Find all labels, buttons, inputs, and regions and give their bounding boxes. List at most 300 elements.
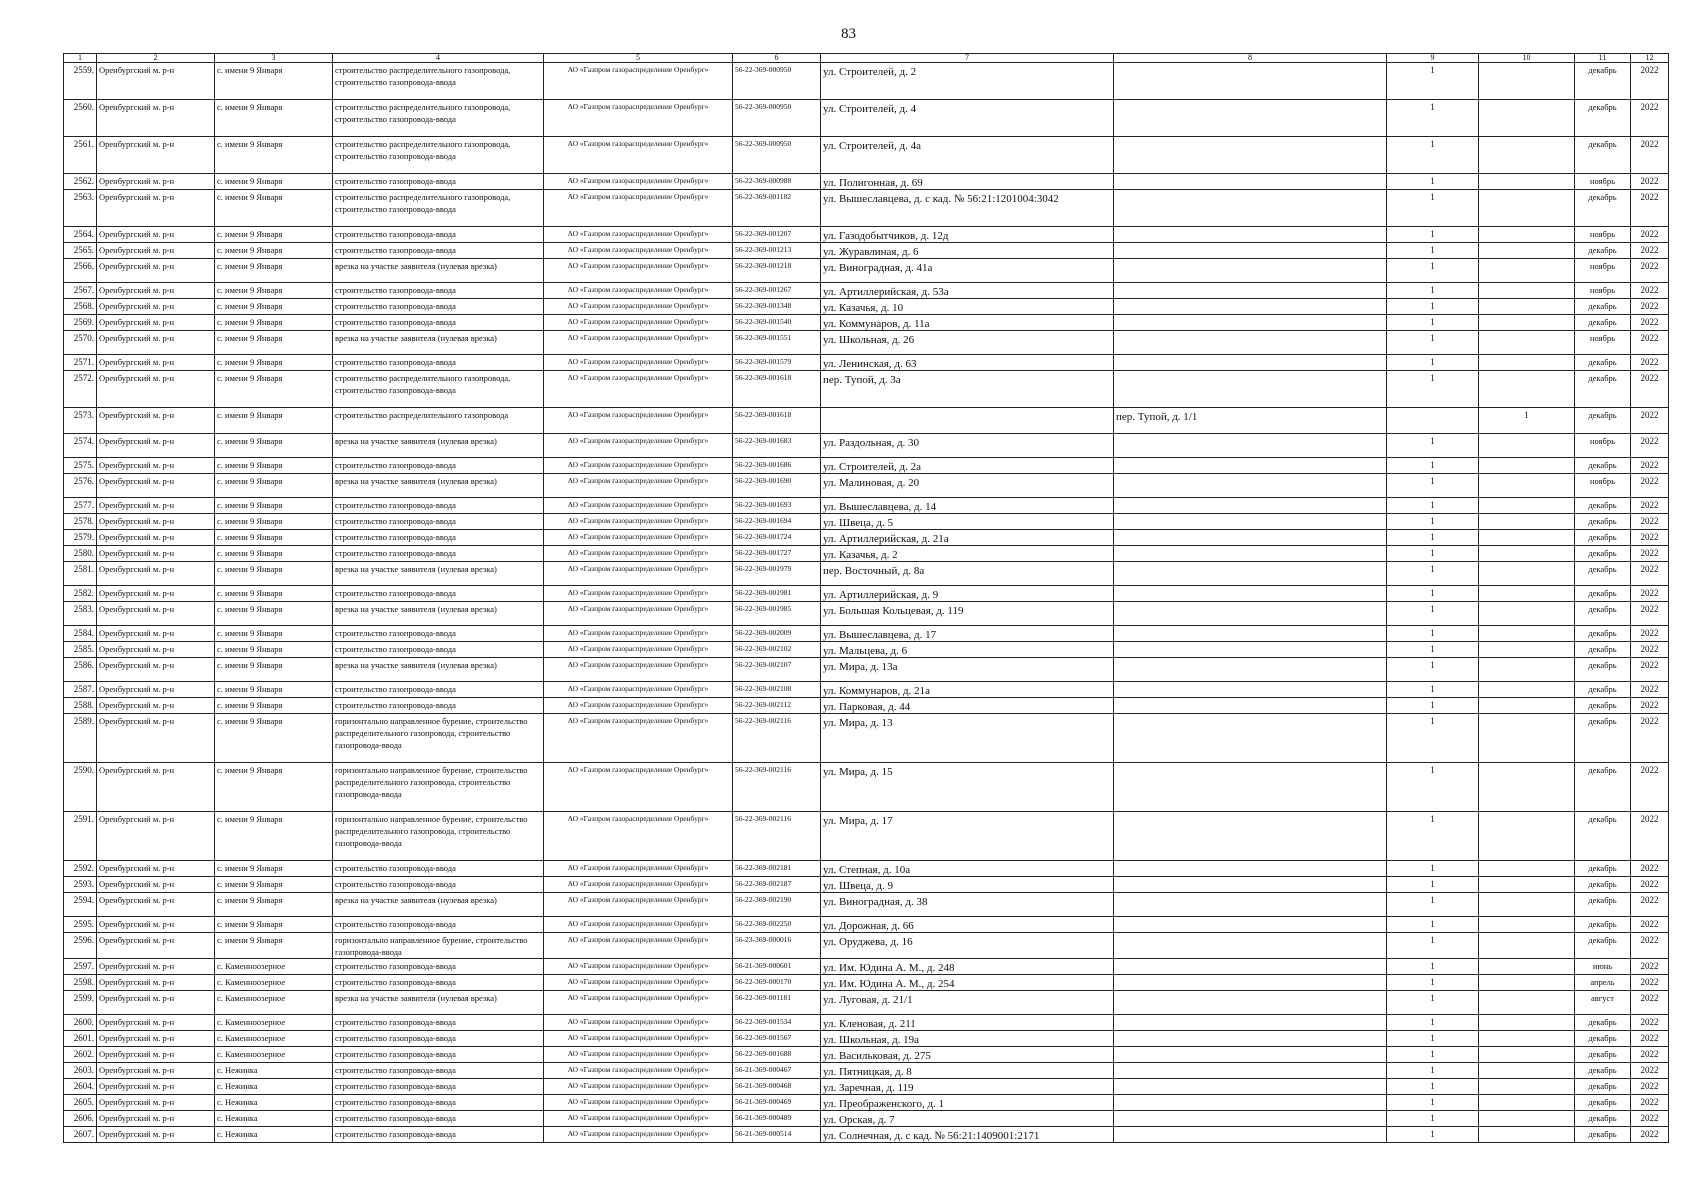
organization-cell: АО «Газпром газораспределение Оренбург» [544, 283, 733, 299]
work-type-cell: строительство распределительного газопровода, строительство газопровода-ввода [333, 190, 544, 227]
work-type-cell: врезка на участке заявителя (нулевая врезка) [333, 331, 544, 355]
table-row [64, 408, 1669, 434]
year-cell: 2022 [1631, 530, 1669, 546]
address-cell: ул. Кленовая, д. 211 [821, 1015, 1114, 1031]
count-cell: 1 [1387, 1095, 1479, 1111]
application-code-cell: 56-22-369-002108 [733, 682, 821, 698]
district-cell: Оренбургский м. р-н [97, 1015, 215, 1031]
month-cell: декабрь [1575, 893, 1631, 917]
count-alt-cell [1479, 434, 1575, 458]
settlement-cell: с. Каменноозерное [215, 1015, 333, 1031]
settlement-cell: с. имени 9 Января [215, 714, 333, 763]
application-code-cell: 56-22-369-000950 [733, 63, 821, 100]
table-row [64, 174, 1669, 190]
year-cell: 2022 [1631, 174, 1669, 190]
address-cell: ул. Оруджева, д. 16 [821, 933, 1114, 959]
count-cell: 1 [1387, 434, 1479, 458]
organization-cell: АО «Газпром газораспределение Оренбург» [544, 586, 733, 602]
count-alt-cell [1479, 975, 1575, 991]
month-cell: ноябрь [1575, 434, 1631, 458]
work-type-cell: врезка на участке заявителя (нулевая врезка) [333, 562, 544, 586]
district-cell: Оренбургский м. р-н [97, 137, 215, 174]
table-row [64, 299, 1669, 315]
address-cell: ул. Пятницкая, д. 8 [821, 1063, 1114, 1079]
application-code-cell: 56-22-369-002116 [733, 714, 821, 763]
row-number: 2562. [64, 174, 97, 190]
organization-cell: АО «Газпром газораспределение Оренбург» [544, 763, 733, 812]
table-row [64, 812, 1669, 861]
organization-cell: АО «Газпром газораспределение Оренбург» [544, 530, 733, 546]
settlement-cell: с. Нежинка [215, 1127, 333, 1143]
application-code-cell: 56-21-369-000601 [733, 959, 821, 975]
work-type-cell: строительство газопровода-ввода [333, 283, 544, 299]
address-cell: ул. Артиллерийская, д. 53а [821, 283, 1114, 299]
row-number: 2584. [64, 626, 97, 642]
address-alt-cell [1114, 861, 1387, 877]
address-alt-cell [1114, 698, 1387, 714]
work-type-cell: врезка на участке заявителя (нулевая врезка) [333, 259, 544, 283]
application-code-cell: 56-22-369-001267 [733, 283, 821, 299]
year-cell: 2022 [1631, 1095, 1669, 1111]
work-type-cell: врезка на участке заявителя (нулевая врезка) [333, 991, 544, 1015]
count-cell: 1 [1387, 174, 1479, 190]
address-alt-cell [1114, 1015, 1387, 1031]
address-alt-cell [1114, 1047, 1387, 1063]
organization-cell: АО «Газпром газораспределение Оренбург» [544, 658, 733, 682]
month-cell: август [1575, 991, 1631, 1015]
district-cell: Оренбургский м. р-н [97, 959, 215, 975]
count-alt-cell [1479, 586, 1575, 602]
count-alt-cell [1479, 1095, 1575, 1111]
organization-cell: АО «Газпром газораспределение Оренбург» [544, 174, 733, 190]
year-cell: 2022 [1631, 259, 1669, 283]
count-cell: 1 [1387, 658, 1479, 682]
address-cell: ул. Парковая, д. 44 [821, 698, 1114, 714]
year-cell: 2022 [1631, 283, 1669, 299]
column-number: 1 [64, 54, 97, 63]
row-number: 2605. [64, 1095, 97, 1111]
settlement-cell: с. имени 9 Января [215, 371, 333, 408]
organization-cell: АО «Газпром газораспределение Оренбург» [544, 474, 733, 498]
work-type-cell: врезка на участке заявителя (нулевая врезка) [333, 434, 544, 458]
row-number: 2565. [64, 243, 97, 259]
application-code-cell: 56-23-369-000016 [733, 933, 821, 959]
year-cell: 2022 [1631, 190, 1669, 227]
district-cell: Оренбургский м. р-н [97, 283, 215, 299]
address-cell: ул. Коммунаров, д. 21а [821, 682, 1114, 698]
month-cell: декабрь [1575, 763, 1631, 812]
month-cell: декабрь [1575, 714, 1631, 763]
district-cell: Оренбургский м. р-н [97, 698, 215, 714]
count-cell: 1 [1387, 283, 1479, 299]
work-type-cell: строительство газопровода-ввода [333, 498, 544, 514]
count-cell: 1 [1387, 137, 1479, 174]
month-cell: ноябрь [1575, 227, 1631, 243]
address-cell: ул. Мира, д. 13 [821, 714, 1114, 763]
organization-cell: АО «Газпром газораспределение Оренбург» [544, 1111, 733, 1127]
table-row [64, 1047, 1669, 1063]
count-alt-cell [1479, 877, 1575, 893]
count-cell: 1 [1387, 315, 1479, 331]
application-code-cell: 56-22-369-001686 [733, 458, 821, 474]
address-alt-cell [1114, 626, 1387, 642]
address-alt-cell [1114, 371, 1387, 408]
settlement-cell: с. имени 9 Января [215, 602, 333, 626]
settlement-cell: с. имени 9 Января [215, 530, 333, 546]
work-type-cell: врезка на участке заявителя (нулевая врезка) [333, 658, 544, 682]
organization-cell: АО «Газпром газораспределение Оренбург» [544, 682, 733, 698]
row-number: 2580. [64, 546, 97, 562]
column-number-row [64, 54, 1669, 63]
column-number: 9 [1387, 54, 1479, 63]
address-cell: ул. Вышеславцева, д. 14 [821, 498, 1114, 514]
settlement-cell: с. имени 9 Января [215, 658, 333, 682]
table-row [64, 991, 1669, 1015]
month-cell: декабрь [1575, 137, 1631, 174]
row-number: 2600. [64, 1015, 97, 1031]
work-type-cell: строительство газопровода-ввода [333, 227, 544, 243]
count-cell: 1 [1387, 1127, 1479, 1143]
work-type-cell: врезка на участке заявителя (нулевая врезка) [333, 602, 544, 626]
address-alt-cell [1114, 100, 1387, 137]
row-number: 2566. [64, 259, 97, 283]
year-cell: 2022 [1631, 498, 1669, 514]
row-number: 2587. [64, 682, 97, 698]
district-cell: Оренбургский м. р-н [97, 1095, 215, 1111]
application-code-cell: 56-22-369-000988 [733, 174, 821, 190]
year-cell: 2022 [1631, 917, 1669, 933]
table-row [64, 658, 1669, 682]
row-number: 2578. [64, 514, 97, 530]
address-cell: ул. Строителей, д. 2 [821, 63, 1114, 100]
column-number: 2 [97, 54, 215, 63]
count-alt-cell: 1 [1479, 408, 1575, 434]
month-cell: ноябрь [1575, 283, 1631, 299]
work-type-cell: горизонтально направленное бурение, строительство распределительного газопровода, строительство газопровода-ввода [333, 812, 544, 861]
count-cell: 1 [1387, 812, 1479, 861]
count-alt-cell [1479, 315, 1575, 331]
month-cell: декабрь [1575, 698, 1631, 714]
district-cell: Оренбургский м. р-н [97, 991, 215, 1015]
count-alt-cell [1479, 714, 1575, 763]
table-row [64, 861, 1669, 877]
year-cell: 2022 [1631, 812, 1669, 861]
column-number: 7 [821, 54, 1114, 63]
table-row [64, 602, 1669, 626]
table-row [64, 1015, 1669, 1031]
row-number: 2560. [64, 100, 97, 137]
address-cell: ул. Им. Юдина А. М., д. 248 [821, 959, 1114, 975]
table-row [64, 63, 1669, 100]
address-alt-cell [1114, 917, 1387, 933]
month-cell: декабрь [1575, 408, 1631, 434]
address-cell: ул. Вышеславцева, д. 17 [821, 626, 1114, 642]
district-cell: Оренбургский м. р-н [97, 714, 215, 763]
year-cell: 2022 [1631, 642, 1669, 658]
work-type-cell: строительство распределительного газопровода, строительство газопровода-ввода [333, 371, 544, 408]
row-number: 2604. [64, 1079, 97, 1095]
work-type-cell: строительство газопровода-ввода [333, 243, 544, 259]
month-cell: декабрь [1575, 586, 1631, 602]
district-cell: Оренбургский м. р-н [97, 434, 215, 458]
district-cell: Оренбургский м. р-н [97, 812, 215, 861]
table-row [64, 1031, 1669, 1047]
count-cell: 1 [1387, 861, 1479, 877]
district-cell: Оренбургский м. р-н [97, 408, 215, 434]
organization-cell: АО «Газпром газораспределение Оренбург» [544, 893, 733, 917]
row-number: 2582. [64, 586, 97, 602]
settlement-cell: с. имени 9 Января [215, 861, 333, 877]
address-alt-cell [1114, 714, 1387, 763]
address-cell: пер. Тупой, д. 3а [821, 371, 1114, 408]
count-cell: 1 [1387, 975, 1479, 991]
row-number: 2573. [64, 408, 97, 434]
settlement-cell: с. имени 9 Января [215, 812, 333, 861]
address-alt-cell [1114, 658, 1387, 682]
address-alt-cell [1114, 259, 1387, 283]
table-row [64, 227, 1669, 243]
count-cell: 1 [1387, 227, 1479, 243]
application-code-cell: 56-21-369-000489 [733, 1111, 821, 1127]
count-alt-cell [1479, 602, 1575, 626]
row-number: 2568. [64, 299, 97, 315]
row-number: 2595. [64, 917, 97, 933]
work-type-cell: врезка на участке заявителя (нулевая врезка) [333, 474, 544, 498]
address-cell: ул. Газодобытчиков, д. 12д [821, 227, 1114, 243]
count-cell: 1 [1387, 243, 1479, 259]
month-cell: декабрь [1575, 642, 1631, 658]
settlement-cell: с. имени 9 Января [215, 283, 333, 299]
table-row [64, 259, 1669, 283]
month-cell: декабрь [1575, 243, 1631, 259]
row-number: 2590. [64, 763, 97, 812]
table-row [64, 474, 1669, 498]
address-cell: ул. Мира, д. 17 [821, 812, 1114, 861]
table-row [64, 1127, 1669, 1143]
table-row [64, 586, 1669, 602]
row-number: 2561. [64, 137, 97, 174]
row-number: 2569. [64, 315, 97, 331]
district-cell: Оренбургский м. р-н [97, 458, 215, 474]
settlement-cell: с. имени 9 Января [215, 682, 333, 698]
district-cell: Оренбургский м. р-н [97, 933, 215, 959]
district-cell: Оренбургский м. р-н [97, 243, 215, 259]
work-type-cell: строительство газопровода-ввода [333, 877, 544, 893]
month-cell: декабрь [1575, 514, 1631, 530]
organization-cell: АО «Газпром газораспределение Оренбург» [544, 408, 733, 434]
address-alt-cell [1114, 243, 1387, 259]
count-alt-cell [1479, 812, 1575, 861]
table-row [64, 283, 1669, 299]
work-type-cell: строительство газопровода-ввода [333, 698, 544, 714]
work-type-cell: строительство газопровода-ввода [333, 1063, 544, 1079]
row-number: 2570. [64, 331, 97, 355]
table-row [64, 514, 1669, 530]
row-number: 2577. [64, 498, 97, 514]
count-cell: 1 [1387, 530, 1479, 546]
address-alt-cell [1114, 1031, 1387, 1047]
organization-cell: АО «Газпром газораспределение Оренбург» [544, 626, 733, 642]
application-code-cell: 56-22-369-002116 [733, 763, 821, 812]
count-alt-cell [1479, 917, 1575, 933]
organization-cell: АО «Газпром газораспределение Оренбург» [544, 227, 733, 243]
settlement-cell: с. имени 9 Января [215, 626, 333, 642]
organization-cell: АО «Газпром газораспределение Оренбург» [544, 243, 733, 259]
application-code-cell: 56-22-369-001567 [733, 1031, 821, 1047]
count-cell: 1 [1387, 190, 1479, 227]
address-cell: ул. Преображенского, д. 1 [821, 1095, 1114, 1111]
application-code-cell: 56-22-369-001551 [733, 331, 821, 355]
year-cell: 2022 [1631, 1031, 1669, 1047]
settlement-cell: с. имени 9 Января [215, 100, 333, 137]
row-number: 2572. [64, 371, 97, 408]
address-cell: ул. Малиновая, д. 20 [821, 474, 1114, 498]
work-type-cell: строительство газопровода-ввода [333, 355, 544, 371]
month-cell: декабрь [1575, 602, 1631, 626]
year-cell: 2022 [1631, 1111, 1669, 1127]
district-cell: Оренбургский м. р-н [97, 259, 215, 283]
address-cell: ул. Вышеславцева, д. с кад. № 56:21:1201004:3042 [821, 190, 1114, 227]
column-number: 11 [1575, 54, 1631, 63]
district-cell: Оренбургский м. р-н [97, 763, 215, 812]
year-cell: 2022 [1631, 514, 1669, 530]
count-cell: 1 [1387, 586, 1479, 602]
address-cell: ул. Строителей, д. 4 [821, 100, 1114, 137]
application-code-cell: 56-22-369-001218 [733, 259, 821, 283]
settlement-cell: с. имени 9 Января [215, 877, 333, 893]
address-cell: ул. Швеца, д. 9 [821, 877, 1114, 893]
application-code-cell: 56-22-369-001981 [733, 586, 821, 602]
address-cell: ул. Швеца, д. 5 [821, 514, 1114, 530]
month-cell: декабрь [1575, 190, 1631, 227]
row-number: 2579. [64, 530, 97, 546]
month-cell: ноябрь [1575, 174, 1631, 190]
address-cell: ул. Раздольная, д. 30 [821, 434, 1114, 458]
count-cell: 1 [1387, 562, 1479, 586]
row-number: 2575. [64, 458, 97, 474]
address-alt-cell [1114, 474, 1387, 498]
district-cell: Оренбургский м. р-н [97, 877, 215, 893]
address-alt-cell [1114, 959, 1387, 975]
table-row [64, 1063, 1669, 1079]
month-cell: декабрь [1575, 498, 1631, 514]
table-row [64, 315, 1669, 331]
work-type-cell: строительство распределительного газопровода, строительство газопровода-ввода [333, 137, 544, 174]
address-alt-cell [1114, 933, 1387, 959]
count-alt-cell [1479, 100, 1575, 137]
address-cell: ул. Строителей, д. 2а [821, 458, 1114, 474]
count-cell: 1 [1387, 917, 1479, 933]
table-row [64, 137, 1669, 174]
table-row [64, 893, 1669, 917]
organization-cell: АО «Газпром газораспределение Оренбург» [544, 63, 733, 100]
table-row [64, 498, 1669, 514]
column-number: 12 [1631, 54, 1669, 63]
year-cell: 2022 [1631, 658, 1669, 682]
month-cell: декабрь [1575, 1079, 1631, 1095]
month-cell: декабрь [1575, 626, 1631, 642]
application-code-cell: 56-22-369-001693 [733, 498, 821, 514]
year-cell: 2022 [1631, 991, 1669, 1015]
month-cell: декабрь [1575, 1015, 1631, 1031]
settlement-cell: с. имени 9 Января [215, 190, 333, 227]
application-code-cell: 56-22-369-001213 [733, 243, 821, 259]
row-number: 2593. [64, 877, 97, 893]
year-cell: 2022 [1631, 1063, 1669, 1079]
address-alt-cell [1114, 355, 1387, 371]
address-alt-cell [1114, 283, 1387, 299]
table-row [64, 546, 1669, 562]
month-cell: декабрь [1575, 1127, 1631, 1143]
table-row [64, 763, 1669, 812]
address-alt-cell [1114, 299, 1387, 315]
settlement-cell: с. Нежинка [215, 1095, 333, 1111]
address-cell: ул. Коммунаров, д. 11а [821, 315, 1114, 331]
work-type-cell: строительство распределительного газопровода, строительство газопровода-ввода [333, 100, 544, 137]
row-number: 2574. [64, 434, 97, 458]
year-cell: 2022 [1631, 371, 1669, 408]
table-row [64, 1079, 1669, 1095]
application-code-cell: 56-22-369-001540 [733, 315, 821, 331]
count-cell: 1 [1387, 682, 1479, 698]
row-number: 2596. [64, 933, 97, 959]
application-code-cell: 56-22-369-000950 [733, 100, 821, 137]
application-code-cell: 56-22-369-001618 [733, 371, 821, 408]
work-type-cell: строительство газопровода-ввода [333, 917, 544, 933]
month-cell: декабрь [1575, 877, 1631, 893]
year-cell: 2022 [1631, 137, 1669, 174]
work-type-cell: горизонтально направленное бурение, строительство распределительного газопровода, строительство газопровода-ввода [333, 714, 544, 763]
count-cell: 1 [1387, 959, 1479, 975]
column-number: 6 [733, 54, 821, 63]
district-cell: Оренбургский м. р-н [97, 331, 215, 355]
organization-cell: АО «Газпром газораспределение Оренбург» [544, 434, 733, 458]
year-cell: 2022 [1631, 355, 1669, 371]
organization-cell: АО «Газпром газораспределение Оренбург» [544, 1127, 733, 1143]
address-cell: ул. Школьная, д. 26 [821, 331, 1114, 355]
count-alt-cell [1479, 458, 1575, 474]
count-cell: 1 [1387, 100, 1479, 137]
month-cell: декабрь [1575, 861, 1631, 877]
address-cell: пер. Восточный, д. 8а [821, 562, 1114, 586]
district-cell: Оренбургский м. р-н [97, 642, 215, 658]
address-alt-cell [1114, 190, 1387, 227]
work-type-cell: строительство газопровода-ввода [333, 626, 544, 642]
address-cell: ул. Луговая, д. 21/1 [821, 991, 1114, 1015]
table-row [64, 917, 1669, 933]
count-alt-cell [1479, 1127, 1575, 1143]
year-cell: 2022 [1631, 546, 1669, 562]
year-cell: 2022 [1631, 100, 1669, 137]
month-cell: декабрь [1575, 530, 1631, 546]
organization-cell: АО «Газпром газораспределение Оренбург» [544, 546, 733, 562]
count-alt-cell [1479, 991, 1575, 1015]
district-cell: Оренбургский м. р-н [97, 1079, 215, 1095]
count-cell: 1 [1387, 626, 1479, 642]
district-cell: Оренбургский м. р-н [97, 893, 215, 917]
year-cell: 2022 [1631, 1127, 1669, 1143]
count-alt-cell [1479, 174, 1575, 190]
count-cell: 1 [1387, 642, 1479, 658]
settlement-cell: с. имени 9 Января [215, 299, 333, 315]
application-code-cell: 56-22-369-001683 [733, 434, 821, 458]
settlement-cell: с. Нежинка [215, 1063, 333, 1079]
year-cell: 2022 [1631, 763, 1669, 812]
table-row [64, 100, 1669, 137]
district-cell: Оренбургский м. р-н [97, 861, 215, 877]
count-alt-cell [1479, 642, 1575, 658]
settlement-cell: с. имени 9 Января [215, 63, 333, 100]
